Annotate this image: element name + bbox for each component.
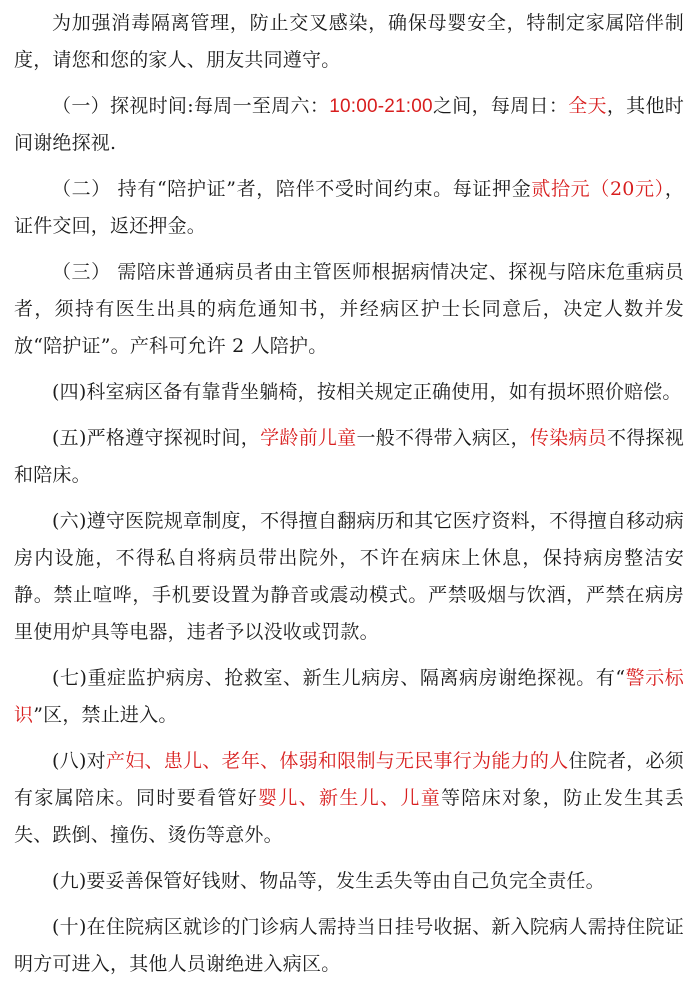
paragraph (14, 660, 684, 734)
highlighted-text: 全天 (568, 95, 607, 117)
paragraph-text: 住院者，必须有家属陪床。同时要看管好 (14, 750, 684, 809)
paragraph-text: 一般不得带入病区， (356, 427, 530, 449)
highlighted-text: 贰拾元（20元） (531, 178, 665, 200)
paragraph-text: ”区，禁止进入。 (33, 704, 178, 726)
highlighted-text: 传染病员 (529, 427, 607, 449)
highlighted-text: 警示标识 (14, 667, 684, 726)
paragraph-text: (八)对 (52, 750, 106, 772)
paragraph-text: ，其他时间谢绝探视. (14, 95, 684, 154)
paragraph-text: (五)严格遵守探视时间， (52, 427, 261, 449)
highlighted-text: 产妇、患儿、老年、体弱和限制与无民事行为能力的人 (105, 750, 569, 772)
paragraph (14, 863, 684, 900)
highlighted-text: 10:00-21:00 (329, 96, 433, 117)
paragraph (14, 5, 684, 79)
paragraph-text: (六)遵守医院规章制度，不得擅自翻病历和其它医疗资料，不得擅自移动病房内设施，不得私自将病员带出院外，不许在病床上休息，保持病房整洁安静。禁止喧哗，手机要设置为静音或震动模式。严禁吸烟与饮酒，严禁在病房里使用炉具等电器，违者予以没收或罚款。 (14, 510, 684, 643)
paragraph-text: 之间，每周日： (432, 95, 569, 117)
paragraph (14, 743, 684, 854)
paragraph (14, 909, 684, 983)
paragraph-text: (十)在住院病区就诊的门诊病人需持当日挂号收据、新入院病人需持住院证明方可进入，其他人员谢绝进入病区。 (14, 916, 684, 975)
paragraph (14, 88, 684, 162)
document-body (14, 5, 684, 992)
paragraph-text: 等陪床对象，防止发生其丢失、跌倒、撞伤、烫伤等意外。 (14, 787, 684, 846)
paragraph-text: (四)科室病区备有靠背坐躺椅，按相关规定正确使用，如有损坏照价赔偿。 (52, 381, 682, 403)
paragraph-text: (七)重症监护病房、抢救室、新生儿病房、隔离病房谢绝探视。有“ (52, 667, 626, 689)
paragraph-text: ，证件交回，返还押金。 (14, 178, 685, 237)
highlighted-text: 学龄前儿童 (260, 427, 357, 449)
paragraph (14, 171, 684, 245)
highlighted-text: 婴儿、新生儿、儿童 (258, 787, 442, 809)
paragraph-text: （二） 持有“陪护证”者，陪伴不受时间约束。每证押金 (52, 178, 532, 200)
paragraph-text: 不得探视和陪床。 (14, 427, 684, 486)
paragraph-text: （三） 需陪床普通病员者由主管医师根据病情决定、探视与陪床危重病员者，须持有医生出具的病危通知书，并经病区护士长同意后，决定人数并发放“陪护证”。产科可允许 2 人陪护。 (14, 261, 684, 357)
paragraph (14, 374, 684, 411)
paragraph (14, 420, 684, 494)
paragraph-text: 为加强消毒隔离管理，防止交叉感染，确保母婴安全，特制定家属陪伴制度，请您和您的家人、朋友共同遵守。 (14, 12, 684, 71)
paragraph (14, 503, 684, 651)
paragraph-text: （一）探视时间:每周一至周六： (52, 95, 330, 117)
paragraph-text: (九)要妥善保管好钱财、物品等，发生丢失等由自己负完全责任。 (52, 870, 605, 892)
paragraph (14, 254, 684, 365)
